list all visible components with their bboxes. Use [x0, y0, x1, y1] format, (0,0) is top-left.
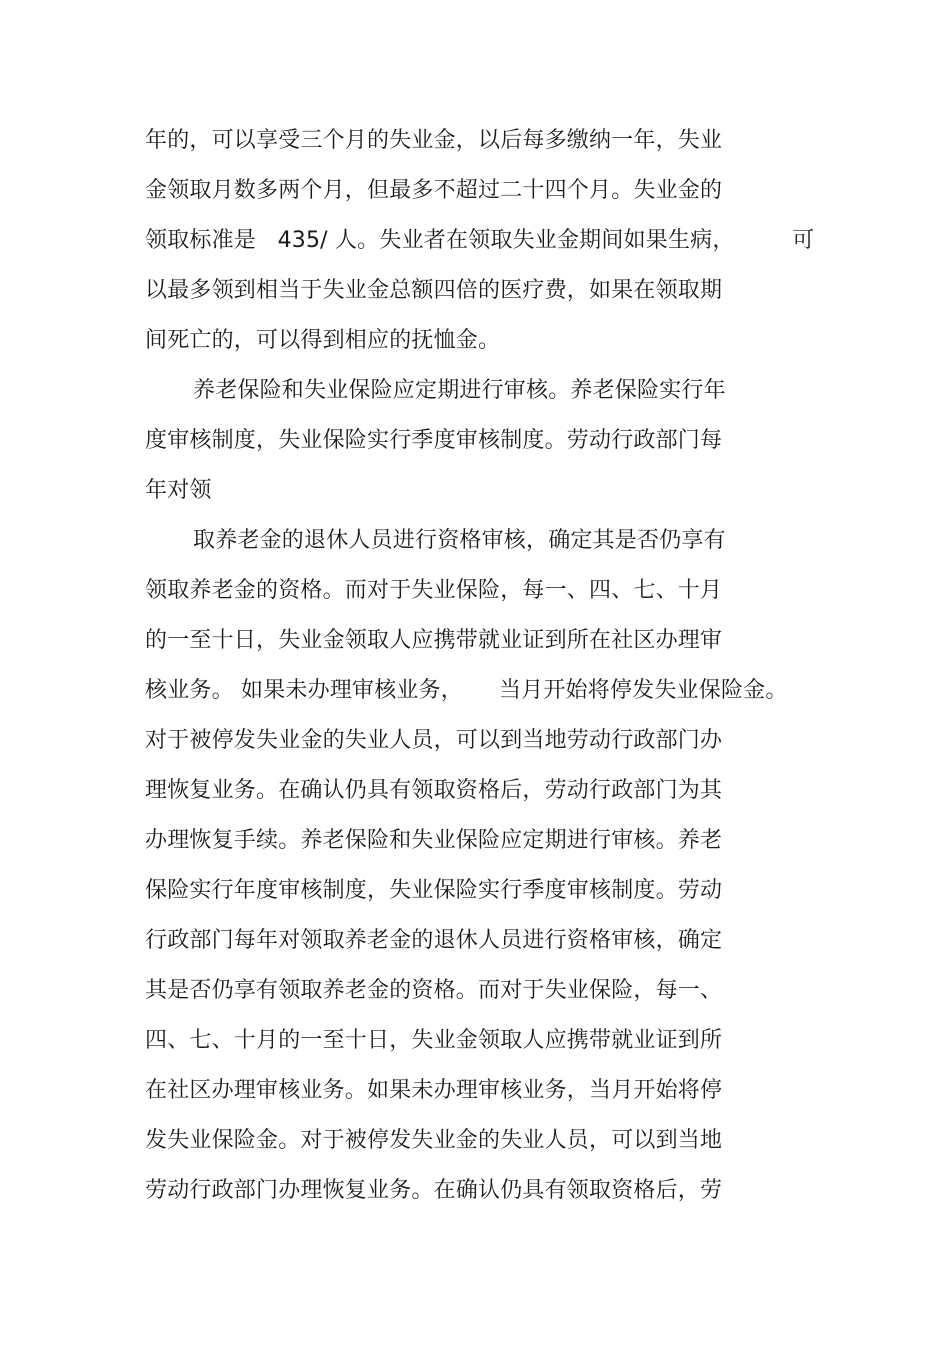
- text-line: 核业务。 如果未办理审核业务， 当月开始将停发失业保险金。: [145, 678, 788, 703]
- text-line: 保险实行年度审核制度，失业保险实行季度审核制度。劳动: [145, 878, 723, 903]
- text-line: 金领取月数多两个月，但最多不超过二十四个月。失业金的: [145, 178, 723, 203]
- text-line: 四、七、十月的一至十日，失业金领取人应携带就业证到所: [145, 1028, 723, 1053]
- text-line: 领取养老金的资格。而对于失业保险，每一、四、七、十月: [145, 578, 723, 603]
- text-line: 发失业保险金。对于被停发失业金的失业人员，可以到当地: [145, 1128, 723, 1153]
- text-line: 度审核制度，失业保险实行季度审核制度。劳动行政部门每: [145, 428, 723, 453]
- text-line: 的一至十日，失业金领取人应携带就业证到所在社区办理审: [145, 628, 723, 653]
- text-line: 对于被停发失业金的失业人员，可以到当地劳动行政部门办: [145, 728, 723, 753]
- text-line: 办理恢复手续。养老保险和失业保险应定期进行审核。养老: [145, 828, 723, 853]
- text-line: 理恢复业务。在确认仍具有领取资格后，劳动行政部门为其: [145, 778, 723, 803]
- text-line: 领取标准是 435/ 人。失业者在领取失业金期间如果生病， 可: [145, 228, 815, 253]
- text-line: 年的，可以享受三个月的失业金，以后每多缴纳一年，失业: [145, 128, 723, 153]
- text-line: 间死亡的，可以得到相应的抚恤金。: [145, 328, 501, 353]
- text-line: 以最多领到相当于失业金总额四倍的医疗费，如果在领取期: [145, 278, 723, 303]
- text-line: 在社区办理审核业务。如果未办理审核业务，当月开始将停: [145, 1078, 723, 1103]
- text-line: 养老保险和失业保险应定期进行审核。养老保险实行年: [193, 378, 726, 403]
- text-line: 行政部门每年对领取养老金的退休人员进行资格审核，确定: [145, 928, 723, 953]
- text-line: 其是否仍享有领取养老金的资格。而对于失业保险，每一、: [145, 978, 723, 1003]
- text-line: 年对领: [145, 478, 212, 503]
- text-line: 取养老金的退休人员进行资格审核，确定其是否仍享有: [193, 528, 726, 553]
- text-line: 劳动行政部门办理恢复业务。在确认仍具有领取资格后，劳: [145, 1178, 723, 1203]
